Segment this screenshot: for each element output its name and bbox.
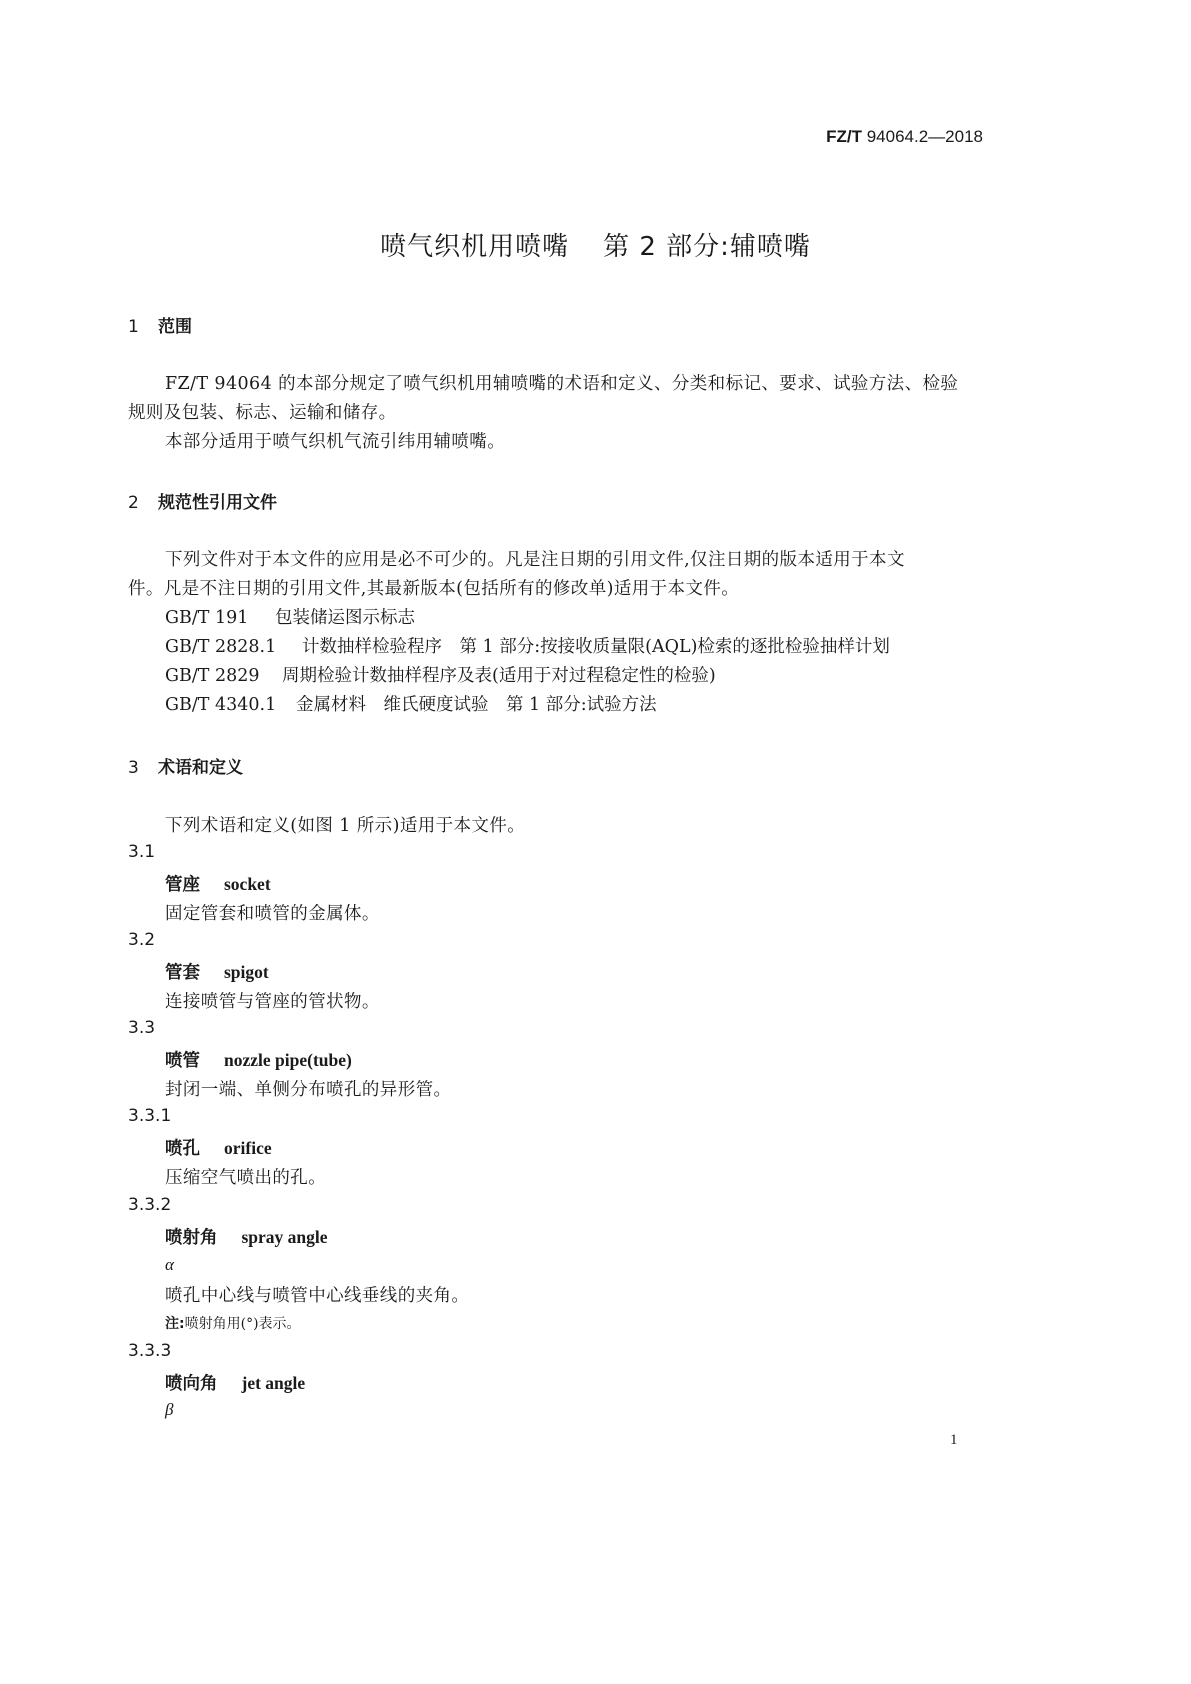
term-name [165, 871, 271, 896]
term-zh: 管座 [165, 875, 200, 895]
term-en: spigot [224, 962, 269, 982]
reference-item [165, 633, 890, 658]
section-1-heading [128, 312, 192, 337]
term-en: jet angle [241, 1373, 306, 1393]
term-zh: 喷向角 [165, 1374, 218, 1394]
title-main: 喷气织机用喷嘴 [380, 232, 570, 262]
term-definition: 封闭一端、单侧分布喷孔的异形管。 [165, 1080, 452, 1100]
section-title: 范围 [158, 317, 192, 337]
reference-item [165, 691, 657, 716]
term-note [165, 1313, 301, 1333]
term-name [165, 1224, 328, 1249]
reference-title: 计数抽样检验程序 第 1 部分:按接收质量限(AQL)检索的逐批检验抽样计划 [302, 637, 890, 657]
reference-title: 周期检验计数抽样程序及表(适用于对过程稳定性的检验) [282, 666, 716, 686]
term-number: 3.1 [128, 842, 156, 862]
reference-code: GB/T 191 [165, 608, 249, 628]
term-name [165, 959, 269, 984]
note-label: 注: [165, 1316, 185, 1332]
term-name [165, 1370, 305, 1395]
section-1-para-1-line-1: FZ/T 94064 的本部分规定了喷气织机用辅喷嘴的术语和定义、分类和标记、要求、试验方法、检验 [165, 374, 959, 394]
term-en: nozzle pipe(tube) [224, 1050, 352, 1070]
term-zh: 喷孔 [165, 1139, 200, 1159]
section-number: 3 [128, 758, 139, 778]
reference-code: GB/T 2828.1 [165, 637, 277, 657]
section-1-para-2: 本部分适用于喷气织机气流引纬用辅喷嘴。 [165, 432, 506, 452]
term-number: 3.3.2 [128, 1195, 172, 1215]
term-zh: 喷射角 [165, 1228, 218, 1248]
term-zh: 管套 [165, 963, 200, 983]
term-en: spray angle [241, 1227, 328, 1247]
term-name [165, 1135, 272, 1160]
section-1-para-1-line-2: 规则及包装、标志、运输和储存。 [128, 403, 397, 423]
section-3-intro: 下列术语和定义(如图 1 所示)适用于本文件。 [165, 816, 526, 836]
reference-code: GB/T 4340.1 [165, 695, 277, 715]
reference-title: 包装储运图示标志 [275, 608, 415, 628]
page-number: 1 [950, 1432, 958, 1448]
reference-item [165, 604, 415, 629]
section-title: 术语和定义 [158, 758, 243, 778]
section-3-heading [128, 753, 243, 778]
reference-title: 金属材料 维氏硬度试验 第 1 部分:试验方法 [296, 695, 657, 715]
term-symbol: α [165, 1255, 174, 1274]
note-text: 喷射角用(°)表示。 [184, 1316, 301, 1332]
standard-number [826, 127, 983, 147]
term-zh: 喷管 [165, 1051, 200, 1071]
document-title [0, 226, 1191, 263]
reference-item [165, 662, 716, 687]
section-2-para-line-2: 件。凡是不注日期的引用文件,其最新版本(包括所有的修改单)适用于本文件。 [128, 579, 740, 599]
section-number: 1 [128, 317, 139, 337]
section-title: 规范性引用文件 [158, 493, 277, 513]
term-definition: 连接喷管与管座的管状物。 [165, 992, 380, 1012]
term-number: 3.2 [128, 930, 156, 950]
term-name [165, 1047, 352, 1072]
term-number: 3.3.3 [128, 1341, 172, 1361]
title-part: 第 2 部分:辅喷嘴 [603, 232, 811, 262]
section-number: 2 [128, 493, 139, 513]
term-definition: 固定管套和喷管的金属体。 [165, 904, 380, 924]
term-definition: 喷孔中心线与喷管中心线垂线的夹角。 [165, 1286, 470, 1306]
standard-code: 94064.2—2018 [866, 127, 983, 146]
term-number: 3.3 [128, 1018, 156, 1038]
section-2-heading [128, 488, 277, 513]
term-en: socket [224, 874, 271, 894]
term-symbol: β [165, 1400, 174, 1419]
term-number: 3.3.1 [128, 1106, 172, 1126]
term-definition: 压缩空气喷出的孔。 [165, 1168, 327, 1188]
term-en: orifice [224, 1138, 272, 1158]
section-2-para-line-1: 下列文件对于本文件的应用是必不可少的。凡是注日期的引用文件,仅注日期的版本适用于本文 [165, 550, 905, 570]
reference-code: GB/T 2829 [165, 666, 260, 686]
standard-prefix: FZ/T [826, 127, 862, 146]
